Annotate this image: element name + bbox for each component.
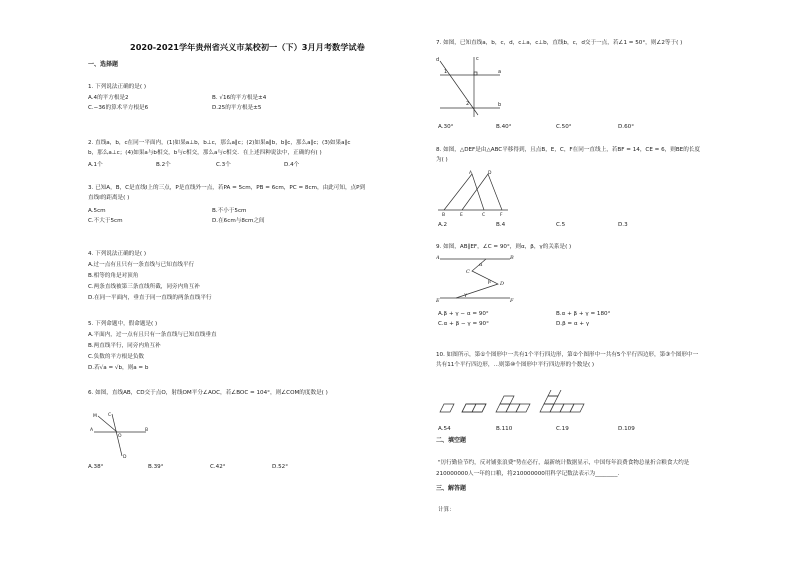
section-choice-heading: 一、选择题 xyxy=(88,61,119,68)
q2-option-b[interactable]: B.2个 xyxy=(156,162,171,168)
q1-stem: 1. 下列说法正确的是( ) xyxy=(88,84,147,90)
q1-option-d[interactable]: D.25的平方根是±5 xyxy=(212,105,262,111)
q6-label-o: O xyxy=(118,434,122,439)
q10-option-d[interactable]: D.109 xyxy=(618,426,635,432)
page-title: 2020-2021学年贵州省兴义市某校初一（下）3月月考数学试卷 xyxy=(130,42,365,52)
q7-label-1: 1 xyxy=(444,69,448,75)
q3-option-a[interactable]: A.5cm xyxy=(88,208,106,214)
q1-option-c[interactable]: C.−36的算术平方根是6 xyxy=(88,105,149,111)
q2-stem-line2: b，那么a⊥c；(4)如果a与b相交，b与c相交，那么a与c相交．在上述四种说法中，正确的有( ) xyxy=(88,150,322,156)
q5-stem: 5. 下列命题中，假命题是( ) xyxy=(88,321,158,327)
fill1-line2: 210000000人一年的口粮，将210000000用科学记数法表示为________． xyxy=(436,471,624,477)
q6-stem: 6. 如图，直线AB，CD交于点O，射线OM平分∠AOC，若∠BOC = 104°，则∠COM的度数是( ) xyxy=(88,390,328,396)
q6-option-b[interactable]: B.39° xyxy=(148,464,164,470)
q5-option-d[interactable]: D.若√a = √b，则a = b xyxy=(88,365,149,371)
q4-option-d[interactable]: D.在同一平面内，垂直于同一直线的两条直线平行 xyxy=(88,295,212,301)
q9-label-alpha: α xyxy=(479,262,483,268)
q8-stem-line2: 为( ) xyxy=(436,157,448,163)
q9-label-a: A xyxy=(436,255,440,261)
q1-option-a[interactable]: A.4的平方根是2 xyxy=(88,95,129,101)
q4-option-c[interactable]: C.两条直线被第三条直线所截，同旁内角互补 xyxy=(88,284,200,290)
q8-option-c[interactable]: C.5 xyxy=(556,222,566,228)
q8-label-b: B xyxy=(442,213,446,218)
q2-option-d[interactable]: D.4个 xyxy=(284,162,300,168)
q7-label-a: a xyxy=(498,69,502,75)
q6-label-m: M xyxy=(93,414,97,419)
q6-label-a: A xyxy=(90,428,94,433)
q3-option-b[interactable]: B.不小于5cm xyxy=(212,208,247,214)
q9-label-gamma: γ xyxy=(464,292,467,298)
q6-label-c: C xyxy=(108,413,112,418)
q8-option-d[interactable]: D.3 xyxy=(618,222,628,228)
q9-label-f: F xyxy=(510,298,514,304)
q7-option-c[interactable]: C.50° xyxy=(556,124,572,130)
q7-figure xyxy=(434,53,504,119)
q4-stem: 4. 下列说法正确的是( ) xyxy=(88,251,147,257)
q6-option-a[interactable]: A.38° xyxy=(88,464,104,470)
q9-label-beta: β xyxy=(488,279,491,285)
q2-stem-line1: 2. 直线a，b，c在同一平面内，(1)如果a⊥b，b⊥c，那么a∥c；(2)如果a∥b，b∥c，那么a∥c；(3)如果a∥c xyxy=(88,140,351,146)
q9-label-d: D xyxy=(500,281,505,287)
q8-label-c: C xyxy=(482,213,486,218)
q1-option-b[interactable]: B. √16的平方根是±4 xyxy=(212,95,267,101)
q6-option-c[interactable]: C.42° xyxy=(210,464,226,470)
q8-option-b[interactable]: B.4 xyxy=(496,222,506,228)
q2-option-c[interactable]: C.3个 xyxy=(216,162,231,168)
q7-label-2: 2 xyxy=(466,101,470,107)
q10-option-c[interactable]: C.19 xyxy=(556,426,569,432)
q6-label-b: B xyxy=(145,428,149,433)
q8-label-a: A xyxy=(469,171,473,176)
q5-option-a[interactable]: A.平面内，过一点有且只有一条直线与已知直线垂直 xyxy=(88,332,217,338)
q8-figure xyxy=(436,170,510,218)
q9-figure xyxy=(436,254,516,306)
q8-label-e: E xyxy=(460,213,463,218)
q4-option-a[interactable]: A.过一点有且只有一条直线与已知直线平行 xyxy=(88,262,195,268)
q7-label-d: d xyxy=(436,57,440,63)
q3-stem-line2: 直线l的距离是( ) xyxy=(88,195,130,201)
q8-stem-line1: 8. 如图，△DEF是由△ABC平移得到，且点B，E，C，F在同一直线上，若BF = 14，CE = 6，则BE的长度 xyxy=(436,147,700,153)
q7-option-d[interactable]: D.60° xyxy=(618,124,635,130)
q9-label-c: C xyxy=(466,269,470,275)
q10-stem-line1: 10. 如图所示，第①个图形中一共有1个平行四边形，第②个图形中一共有5个平行四边形，第③个图形中一 xyxy=(436,352,699,358)
calc-label: 计算： xyxy=(438,507,455,513)
q8-option-a[interactable]: A.2 xyxy=(438,222,448,228)
q3-stem-line1: 3. 已知A，B，C是直线l上的三点，P是直线外一点，若PA = 5cm，PB = 6cm，PC = 8cm，由此可知，点P到 xyxy=(88,185,366,191)
q9-label-e: E xyxy=(436,298,440,304)
q6-option-d[interactable]: D.52° xyxy=(272,464,289,470)
q5-option-c[interactable]: C.负数的平方根是负数 xyxy=(88,354,145,360)
q7-option-a[interactable]: A.30° xyxy=(438,124,454,130)
q7-label-b: b xyxy=(498,102,502,108)
q9-label-b: B xyxy=(510,255,514,261)
section-fill-heading: 二、填空题 xyxy=(436,437,467,444)
q10-option-b[interactable]: B.110 xyxy=(496,426,513,432)
q8-label-d: D xyxy=(488,171,492,176)
q9-option-a[interactable]: A.β + γ − α = 90° xyxy=(438,311,489,317)
q5-option-b[interactable]: B.两直线平行，同旁内角互补 xyxy=(88,343,161,349)
q9-stem: 9. 如图，AB∥EF，∠C = 90°，则α，β，γ的关系是( ) xyxy=(436,244,572,250)
q7-option-b[interactable]: B.40° xyxy=(496,124,512,130)
q7-stem: 7. 如图，已知直线a，b，c，d，c⊥a，c⊥b，直线b，c，d交于一点，若∠1 = 50°，则∠2等于( ) xyxy=(436,40,683,46)
fill1-line1: "厉行勤俭节约，反对铺张浪费"势在必行，最新统计数据显示，中国每年浪费食物总量折合粮食大约是 xyxy=(438,460,690,466)
q7-label-c: c xyxy=(476,56,479,62)
q9-option-d[interactable]: D.β = α + γ xyxy=(556,321,590,327)
q10-stem-line2: 共有11个平行四边形，…则第⑩个图形中平行四边形的个数是( ) xyxy=(436,362,595,368)
q2-option-a[interactable]: A.1个 xyxy=(88,162,103,168)
q10-figure xyxy=(436,390,586,416)
q6-figure xyxy=(90,410,150,460)
q8-label-f: F xyxy=(500,213,503,218)
q9-option-b[interactable]: B.α + β + γ = 180° xyxy=(556,311,611,317)
section-answer-heading: 三、解答题 xyxy=(436,485,467,492)
q6-label-d: D xyxy=(123,455,127,460)
q9-option-c[interactable]: C.α + β − γ = 90° xyxy=(438,321,489,327)
q4-option-b[interactable]: B.相等的角是对顶角 xyxy=(88,273,139,279)
q10-option-a[interactable]: A.54 xyxy=(438,426,451,432)
q3-option-d[interactable]: D.在6cm与8cm之间 xyxy=(212,218,265,224)
q3-option-c[interactable]: C.不大于5cm xyxy=(88,218,123,224)
